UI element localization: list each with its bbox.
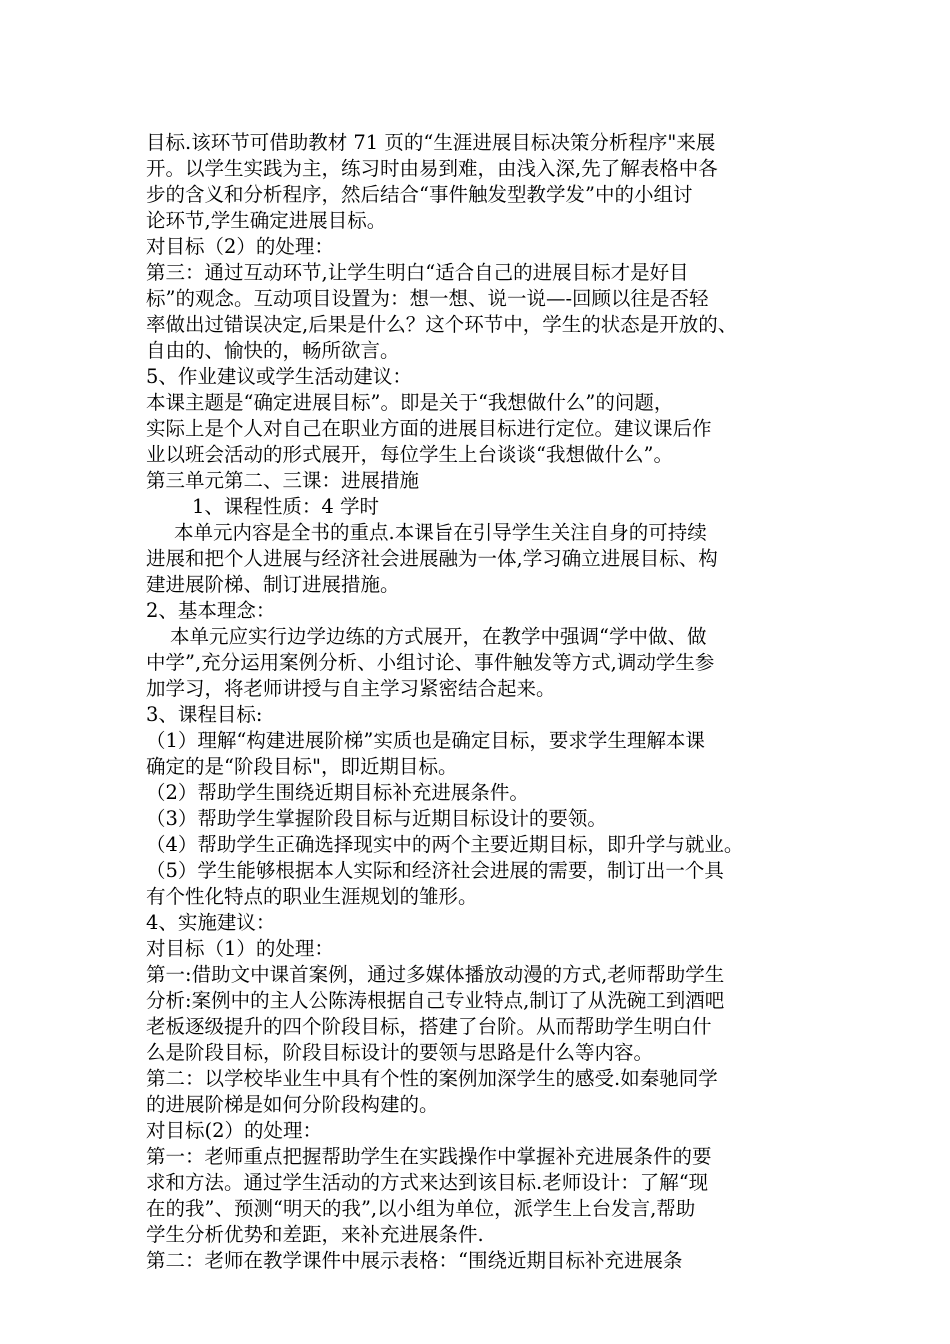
text-line: 业以班会活动的形式展开，每位学生上台谈谈“我想做什么”。 [146, 443, 673, 466]
text-line: 目标.该环节可借助教材 71 页的“生涯进展目标决策分析程序"来展 [146, 131, 716, 154]
document-body [146, 130, 808, 1274]
text-line: 本课主题是“确定进展目标”。即是关于“我想做什么”的问题， [146, 391, 674, 414]
text-line: 标”的观念。互动项目设置为：想一想、说一说—-回顾以往是否轻 [146, 287, 709, 310]
text-line: 进展和把个人进展与经济社会进展融为一体,学习确立进展目标、构 [146, 547, 718, 570]
text-line: 第二：老师在教学课件中展示表格：“围绕近期目标补充进展条 [146, 1249, 683, 1272]
text-line: 论环节,学生确定进展目标。 [146, 209, 387, 232]
text-line: 第一：老师重点把握帮助学生在实践操作中掌握补充进展条件的要 [146, 1145, 712, 1168]
text-line: 第三：通过互动环节,让学生明白“适合自己的进展目标才是好目 [146, 261, 689, 284]
text-line: 建进展阶梯、制订进展措施。 [146, 573, 400, 596]
text-line: 学生分析优势和差距，来补充进展条件. [146, 1223, 484, 1246]
text-line: 加学习，将老师讲授与自主学习紧密结合起来。 [146, 677, 556, 700]
text-line: 实际上是个人对自己在职业方面的进展目标进行定位。建议课后作 [146, 417, 712, 440]
list-item: （1）理解“构建进展阶梯”实质也是确定目标，要求学生理解本课 [146, 729, 705, 752]
text-line: 分析:案例中的主人公陈涛根据自己专业特点,制订了从洗碗工到酒吧 [146, 989, 725, 1012]
text-line: 求和方法。通过学生活动的方式来达到该目标.老师设计：了解“现 [146, 1171, 709, 1194]
text-line: 开。以学生实践为主，练习时由易到难，由浅入深,先了解表格中各 [146, 157, 718, 180]
text-line: 自由的、愉快的，畅所欲言。 [146, 339, 400, 362]
text-line: 本单元内容是全书的重点.本课旨在引导学生关注自身的可持续 [174, 521, 707, 544]
text-line: 本单元应实行边学边练的方式展开，在教学中强调“学中做、做 [170, 625, 707, 648]
list-item: （3）帮助学生掌握阶段目标与近期目标设计的要领。 [146, 807, 607, 830]
list-item: （4）帮助学生正确选择现实中的两个主要近期目标，即升学与就业。 [146, 833, 744, 856]
section-heading: 对目标（1）的处理： [146, 937, 334, 960]
section-heading: 3、课程目标: [146, 703, 263, 726]
list-item: （5）学生能够根据本人实际和经济社会进展的需要，制订出一个具 [146, 859, 724, 882]
text-line: 在的我”、预测“明天的我”,以小组为单位，派学生上台发言,帮助 [146, 1197, 696, 1220]
section-heading: 对目标(2）的处理： [146, 1119, 323, 1142]
text-line: 老板逐级提升的四个阶段目标，搭建了台阶。从而帮助学生明白什 [146, 1015, 712, 1038]
text-line: 中学”,充分运用案例分析、小组讨论、事件触发等方式,调动学生参 [146, 651, 715, 674]
text-line: 第一:借助文中课首案例，通过多媒体播放动漫的方式,老师帮助学生 [146, 963, 725, 986]
text-line: 么是阶段目标，阶段目标设计的要领与思路是什么等内容。 [146, 1041, 654, 1064]
text-line: 率做出过错误决定,后果是什么？这个环节中，学生的状态是开放的、 [146, 313, 738, 336]
section-heading: 2、基本理念： [146, 599, 276, 622]
text-line: 第二：以学校毕业生中具有个性的案例加深学生的感受.如秦驰同学 [146, 1067, 718, 1090]
section-heading: 4、实施建议： [146, 911, 276, 934]
unit-heading: 第三单元第二、三课：进展措施 [146, 469, 420, 492]
text-line: 有个性化特点的职业生涯规划的雏形。 [146, 885, 478, 908]
text-line: 确定的是“阶段目标"，即近期目标。 [146, 755, 458, 778]
text-line: 步的含义和分析程序，然后结合“事件触发型教学发”中的小组讨 [146, 183, 693, 206]
list-item: （2）帮助学生围绕近期目标补充进展条件。 [146, 781, 529, 804]
section-heading: 5、作业建议或学生活动建议： [146, 365, 412, 388]
section-heading: 对目标（2）的处理： [146, 235, 334, 258]
text-line: 的进展阶梯是如何分阶段构建的。 [146, 1093, 439, 1116]
section-heading: 1、课程性质：4 学时 [192, 495, 380, 518]
